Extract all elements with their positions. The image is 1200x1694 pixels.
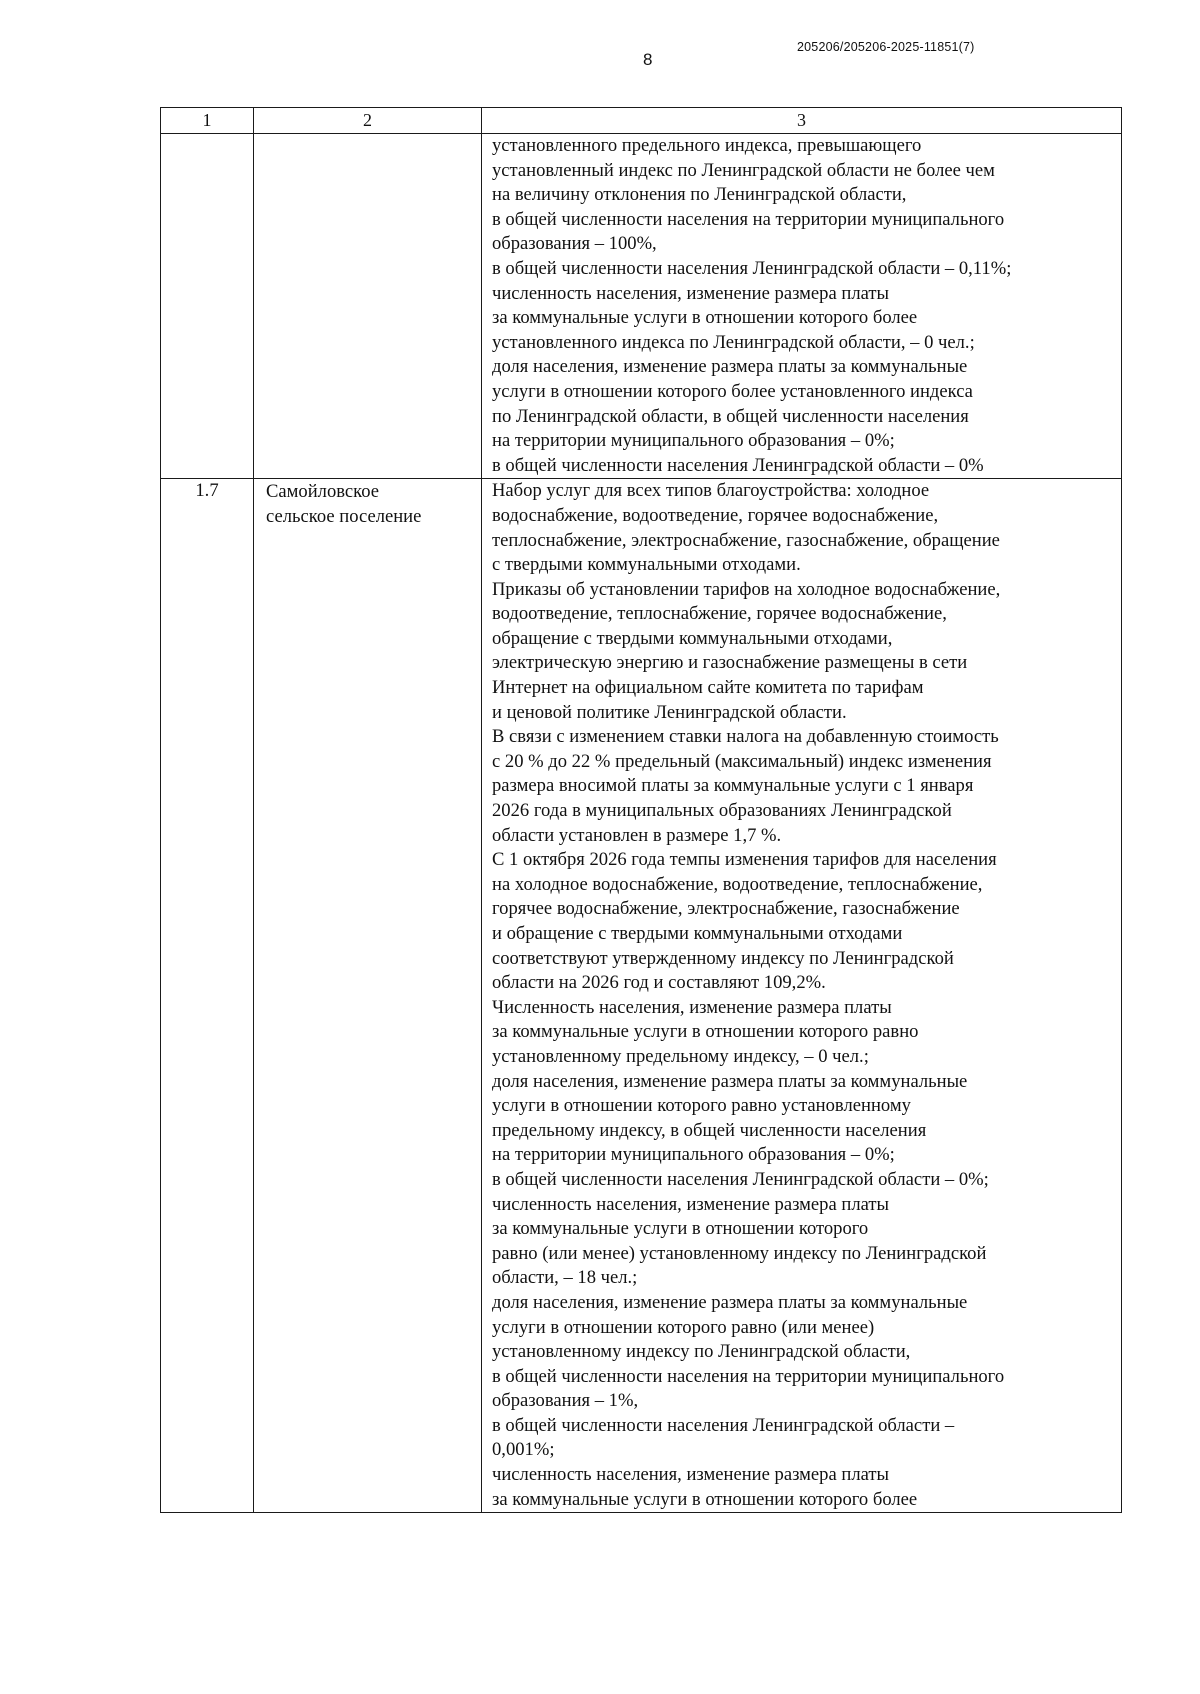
description-line: с твердыми коммунальными отходами. [492, 554, 801, 576]
description-line: на территории муниципального образования – 0%; [492, 1144, 895, 1166]
description-line: услуги в отношении которого равно установленному [492, 1095, 911, 1117]
description-line: Численность населения, изменение размера платы [492, 996, 892, 1018]
description-line: Набор услуг для всех типов благоустройства: холодное [492, 480, 930, 502]
column-header-1: 1 [161, 108, 254, 134]
municipality-name-cell [254, 134, 482, 479]
description-line: в общей численности населения Ленинградской области – 0% [492, 454, 984, 476]
row-number-cell [161, 134, 254, 479]
description-line: области на 2026 год и составляют 109,2%. [492, 972, 826, 994]
description-line: в общей численности населения Ленинградской области – 0%; [492, 1168, 989, 1190]
description-line: установленному индексу по Ленинградской области, [492, 1341, 911, 1363]
description-line: равно (или менее) установленному индексу по Ленинградской [492, 1242, 987, 1264]
description-line: численность населения, изменение размера платы [492, 1464, 889, 1486]
description-line: за коммунальные услуги в отношении которого равно [492, 1021, 919, 1043]
description-line: Приказы об установлении тарифов на холодное водоснабжение, [492, 578, 1001, 600]
description-cell [482, 479, 1122, 1513]
row-number-cell: 1.7 [161, 479, 254, 1513]
description-line: с 20 % до 22 % предельный (максимальный) индекс изменения [492, 750, 992, 772]
description-line: области, – 18 чел.; [492, 1267, 638, 1289]
municipality-name-cell [254, 479, 482, 1513]
description-line: 0,001%; [492, 1439, 555, 1461]
municipality-name-line: сельское поселение [266, 505, 422, 527]
page-number: 8 [643, 50, 653, 69]
description-line: Интернет на официальном сайте комитета по тарифам [492, 677, 924, 699]
description-line: доля населения, изменение размера платы за коммунальные [492, 356, 968, 378]
description-line: установленного индекса по Ленинградской области, – 0 чел.; [492, 331, 975, 353]
description-line: установленный индекс по Ленинградской области не более чем [492, 159, 995, 181]
description-line: установленного предельного индекса, превышающего [492, 135, 922, 156]
description-line: области установлен в размере 1,7 %. [492, 824, 782, 846]
description-line: за коммунальные услуги в отношении которого [492, 1218, 869, 1240]
description-line: водоснабжение, водоотведение, горячее водоснабжение, [492, 504, 939, 526]
description-line: на величину отклонения по Ленинградской области, [492, 184, 907, 206]
description-line: размера вносимой платы за коммунальные услуги с 1 января [492, 775, 974, 797]
description-line: предельному индексу, в общей численности населения [492, 1119, 927, 1141]
table-row [161, 134, 1122, 479]
description-line: образования – 1%, [492, 1390, 639, 1412]
table-row [161, 479, 1122, 1513]
description-line: водоотведение, теплоснабжение, горячее водоснабжение, [492, 603, 947, 625]
description-line: численность населения, изменение размера платы [492, 282, 889, 304]
description-line: доля населения, изменение размера платы за коммунальные [492, 1291, 968, 1313]
municipality-name-line: Самойловское [266, 481, 380, 503]
description-line: на территории муниципального образования – 0%; [492, 430, 895, 452]
description-line: и обращение с твердыми коммунальными отходами [492, 923, 903, 944]
column-header-3: 3 [482, 108, 1122, 134]
description-cell [482, 134, 1122, 479]
description-line: в общей численности населения Ленинградской области – [492, 1414, 955, 1436]
tariff-table [160, 107, 1122, 1513]
column-header-2: 2 [254, 108, 482, 134]
description-line: в общей численности населения Ленинградской области – 0,11%; [492, 257, 1012, 279]
description-line: за коммунальные услуги в отношении которого более [492, 1488, 918, 1510]
table-header-row [161, 108, 1122, 134]
description-line: установленному предельному индексу, – 0 чел.; [492, 1045, 869, 1067]
description-line: соответствуют утвержденному индексу по Ленинградской [492, 947, 954, 969]
description-line: услуги в отношении которого более установленного индекса [492, 380, 973, 402]
description-line: С 1 октября 2026 года темпы изменения тарифов для населения [492, 849, 997, 871]
description-line: услуги в отношении которого равно (или менее) [492, 1316, 875, 1338]
description-line: доля населения, изменение размера платы за коммунальные [492, 1070, 968, 1092]
description-line: по Ленинградской области, в общей численности населения [492, 405, 969, 427]
description-line: теплоснабжение, электроснабжение, газоснабжение, обращение [492, 529, 1000, 551]
description-line: В связи с изменением ставки налога на добавленную стоимость [492, 726, 999, 748]
description-line: в общей численности населения на территории муниципального [492, 1365, 1005, 1387]
description-line: горячее водоснабжение, электроснабжение, газоснабжение [492, 898, 960, 920]
document-id: 205206/205206-2025-11851(7) [797, 40, 975, 54]
description-line: в общей численности населения на территории муниципального [492, 208, 1005, 230]
description-line: обращение с твердыми коммунальными отходами, [492, 627, 893, 649]
description-line: образования – 100%, [492, 233, 657, 255]
description-line: и ценовой политике Ленинградской области. [492, 701, 847, 723]
description-line: за коммунальные услуги в отношении которого более [492, 307, 918, 329]
description-line: электрическую энергию и газоснабжение размещены в сети [492, 652, 968, 674]
description-line: на холодное водоснабжение, водоотведение, теплоснабжение, [492, 873, 983, 895]
description-line: численность населения, изменение размера платы [492, 1193, 889, 1215]
description-line: 2026 года в муниципальных образованиях Ленинградской [492, 800, 952, 822]
